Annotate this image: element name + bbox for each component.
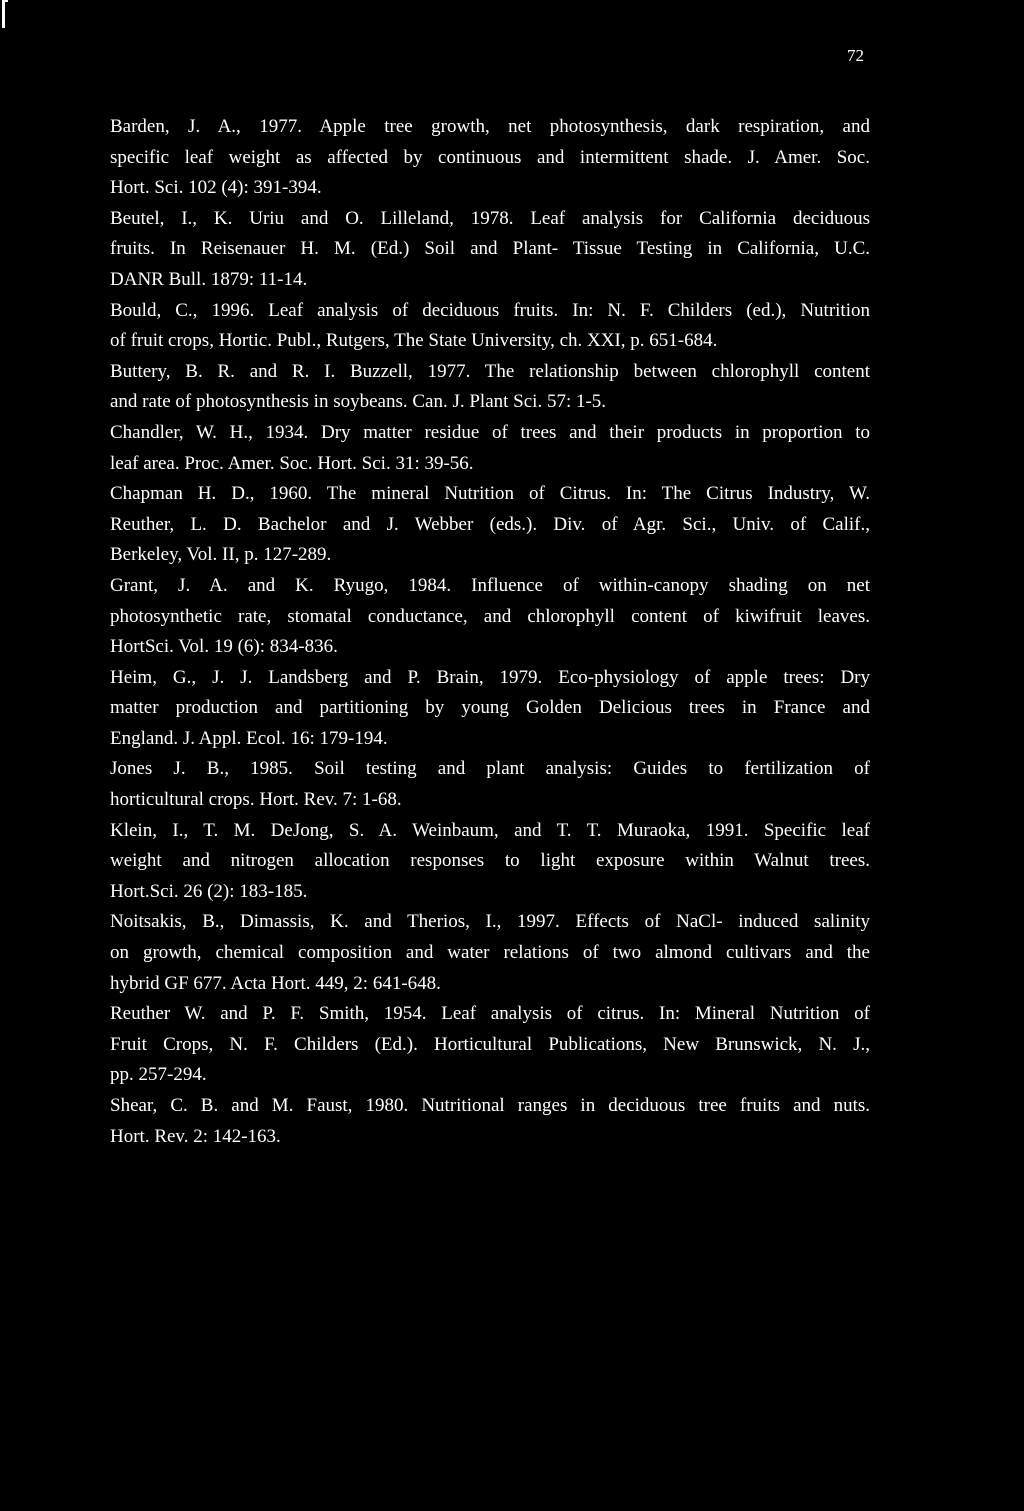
reference-entry <box>110 112 870 204</box>
reference-line: Hort. Sci. 102 (4): 391-394. <box>110 177 322 199</box>
reference-line: Hort. Rev. 2: 142-163. <box>110 1125 281 1147</box>
reference-line: HortSci. Vol. 19 (6): 834-836. <box>110 636 338 658</box>
reference-line: Shear, C. B. and M. Faust, 1980. Nutritional ranges in deciduous tree fruits and nuts. <box>110 1095 870 1116</box>
reference-line: and rate of photosynthesis in soybeans. Can. J. Plant Sci. 57: 1-5. <box>110 391 607 413</box>
reference-line: horticultural crops. Hort. Rev. 7: 1-68. <box>110 789 402 811</box>
reference-entry <box>110 816 870 908</box>
reference-line: Bould, C., 1996. Leaf analysis of deciduous fruits. In: N. F. Childers (ed.), Nutrition <box>110 299 870 321</box>
reference-line: DANR Bull. 1879: 11-14. <box>110 268 308 290</box>
reference-line: Noitsakis, B., Dimassis, K. and Therios, I., 1997. Effects of NaCl- induced salinity <box>110 911 870 933</box>
reference-line: England. J. Appl. Ecol. 16: 179-194. <box>110 727 388 749</box>
reference-line: hybrid GF 677. Acta Hort. 449, 2: 641-648. <box>110 972 441 994</box>
reference-line: Chandler, W. H., 1934. Dry matter residue of trees and their products in proportion to <box>110 421 870 443</box>
reference-line: Barden, J. A., 1977. Apple tree growth, net photosynthesis, dark respiration, and <box>110 116 870 137</box>
reference-line: Klein, I., T. M. DeJong, S. A. Weinbaum, and T. T. Muraoka, 1991. Specific leaf <box>110 819 870 841</box>
reference-entry <box>110 999 870 1091</box>
reference-line: matter production and partitioning by young Golden Delicious trees in France and <box>110 697 870 719</box>
reference-line: Reuther, L. D. Bachelor and J. Webber (eds.). Div. of Agr. Sci., Univ. of Calif., <box>110 513 870 535</box>
page-number: 72 <box>847 46 864 65</box>
reference-entry <box>110 418 870 479</box>
reference-entry <box>110 754 870 815</box>
scan-corner-mark <box>2 0 5 28</box>
reference-line: Jones J. B., 1985. Soil testing and plant analysis: Guides to fertilization of <box>110 758 870 780</box>
reference-line: of fruit crops, Hortic. Publ., Rutgers, The State University, ch. XXI, p. 651-684. <box>110 330 718 352</box>
reference-line: pp. 257-294. <box>110 1064 207 1086</box>
reference-line: Grant, J. A. and K. Ryugo, 1984. Influence of within-canopy shading on net <box>110 574 870 596</box>
reference-line: leaf area. Proc. Amer. Soc. Hort. Sci. 31: 39-56. <box>110 452 474 474</box>
reference-entry <box>110 357 870 418</box>
reference-entry <box>110 907 870 999</box>
reference-line: weight and nitrogen allocation responses to light exposure within Walnut trees. <box>110 850 870 872</box>
reference-line: Fruit Crops, N. F. Childers (Ed.). Horticultural Publications, New Brunswick, N. J., <box>110 1033 870 1055</box>
reference-entry <box>110 1091 870 1152</box>
reference-entry <box>110 479 870 571</box>
reference-line: Berkeley, Vol. II, p. 127-289. <box>110 544 332 566</box>
reference-entry <box>110 204 870 296</box>
reference-line: fruits. In Reisenauer H. M. (Ed.) Soil and Plant- Tissue Testing in California, U.C. <box>110 238 870 260</box>
reference-line: Reuther W. and P. F. Smith, 1954. Leaf analysis of citrus. In: Mineral Nutrition of <box>110 1003 870 1025</box>
reference-line: Beutel, I., K. Uriu and O. Lilleland, 1978. Leaf analysis for California deciduous <box>110 207 870 229</box>
reference-line: Heim, G., J. J. Landsberg and P. Brain, 1979. Eco-physiology of apple trees: Dry <box>110 666 870 688</box>
reference-line: Hort.Sci. 26 (2): 183-185. <box>110 880 308 902</box>
reference-line: Chapman H. D., 1960. The mineral Nutrition of Citrus. In: The Citrus Industry, W. <box>110 483 870 505</box>
reference-list <box>110 112 870 1152</box>
reference-entry <box>110 571 870 663</box>
reference-line: Buttery, B. R. and R. I. Buzzell, 1977. The relationship between chlorophyll content <box>110 360 870 382</box>
reference-entry <box>110 663 870 755</box>
reference-line: specific leaf weight as affected by continuous and intermittent shade. J. Amer. Soc. <box>110 146 870 168</box>
reference-line: photosynthetic rate, stomatal conductance, and chlorophyll content of kiwifruit leaves. <box>110 605 870 627</box>
reference-line: on growth, chemical composition and water relations of two almond cultivars and the <box>110 942 870 964</box>
reference-entry <box>110 296 870 357</box>
